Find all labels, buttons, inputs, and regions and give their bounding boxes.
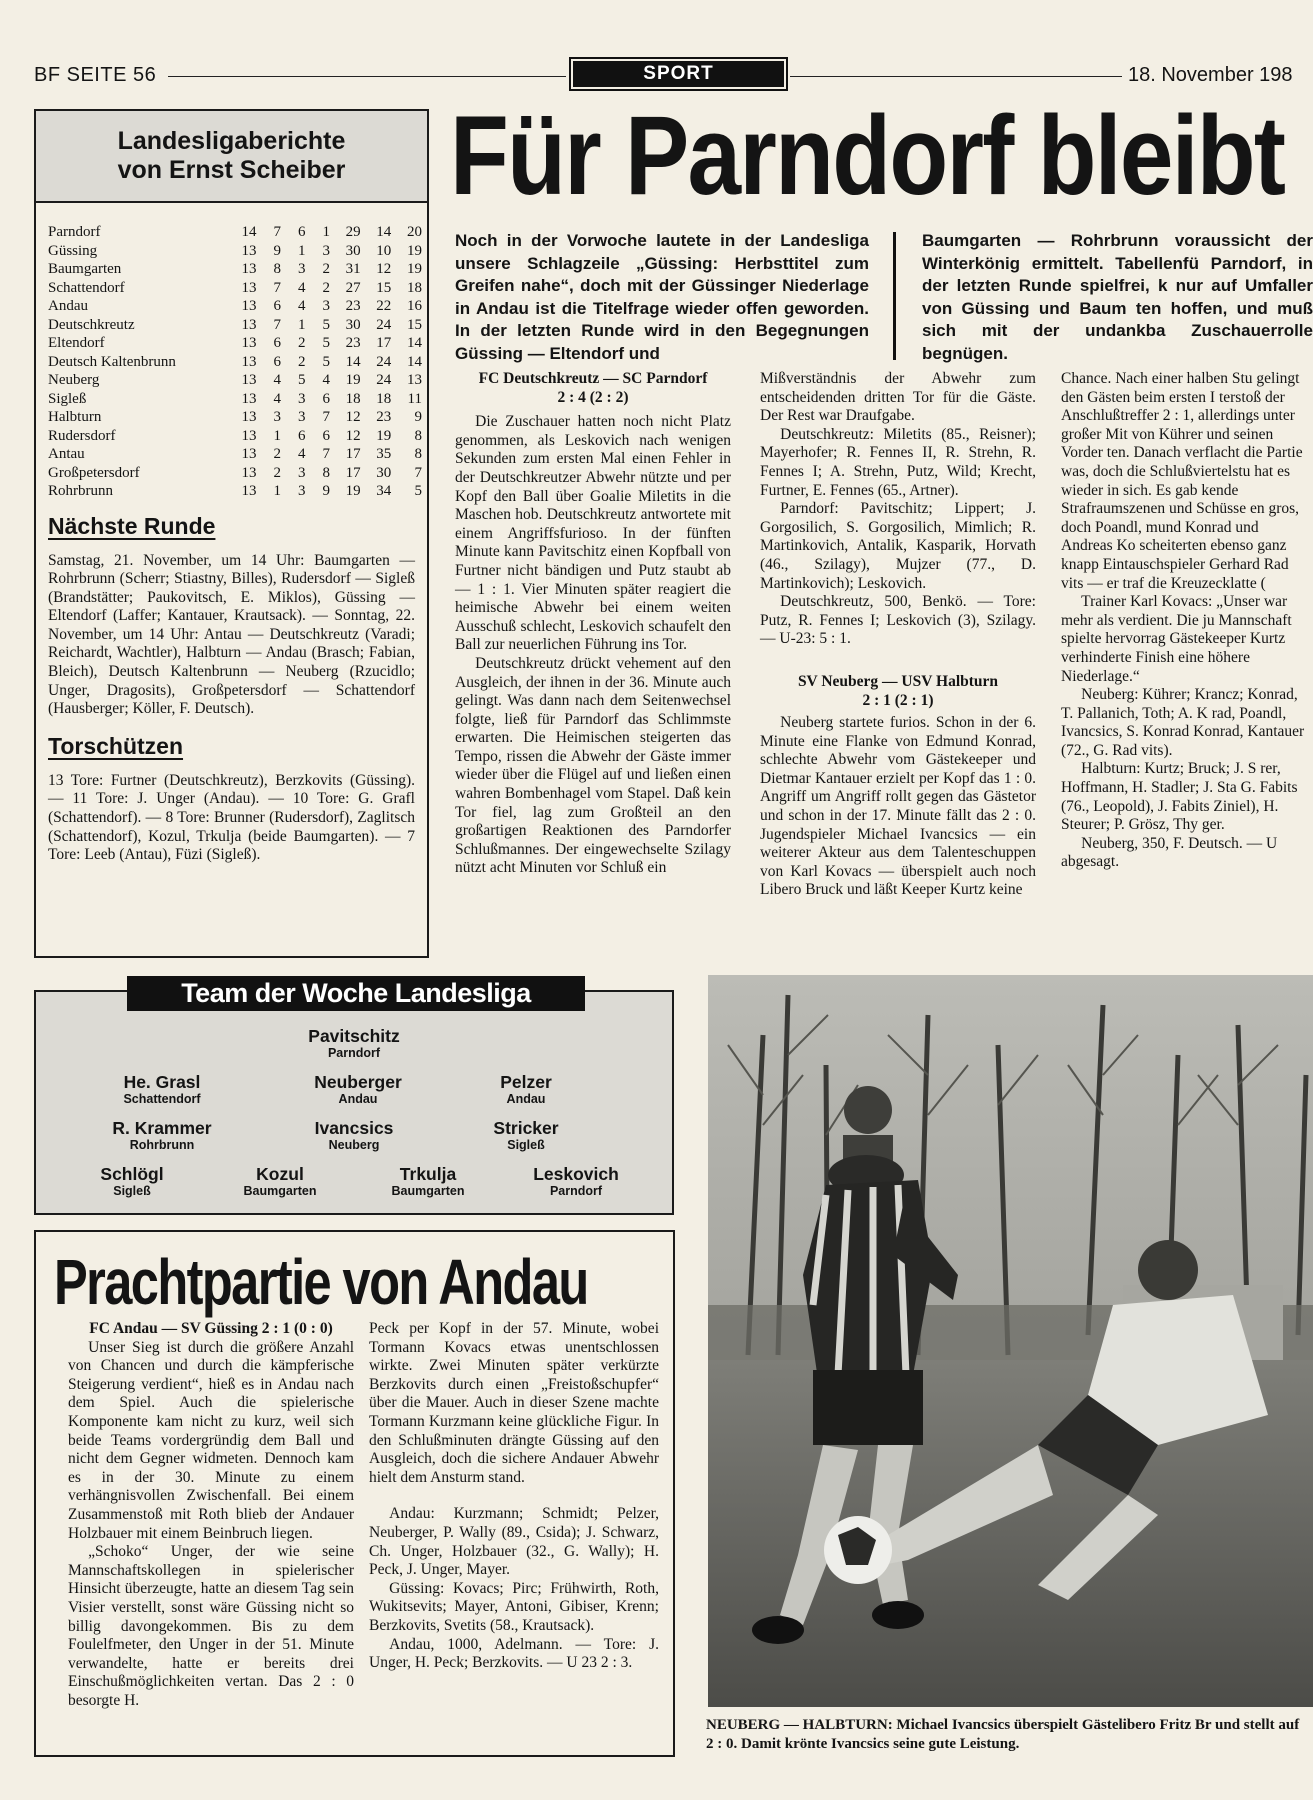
- andau-paragraph: Unser Sieg ist durch die größere Anzahl von Chancen und durch die kämpferische Steigerung verdient“, hieß es in Andau nach dem Spiel. Auch die spielerische Komponente kam nicht zu kurz, weil sich beide Teams vordergründig dem Ball und nicht dem Gegner widmeten. Dennoch kam es in der 30. Minute zu einem verhängnisvollen Zwischenfall. Bei einem Zusammenstoß mit Roth blieb der Andauer Holzbauer mit einem Beinbruch liegen.: [68, 1338, 354, 1542]
- table-row: [48, 371, 422, 390]
- match1-lineup-home: Deutschkreutz: Miletits (85., Reisner); Mayerhofer; R. Fennes II, R. Strehn, R. Fennes I; A. Strehn, Putz, Wild; Krecht, Furtner, E. Fennes (65., Artner).: [760, 425, 1036, 499]
- match2-paragraph: Chance. Nach einer halben Stu gelingt den Gästen beim ersten I terstoß der Anschlußtreffer 2 : 1, allerdings unter großer Mit von Kührer und seinen Vorder ten. Danach verflacht die Partie was, doch die Schlußviertelstu hat es wieder in sich. Es gab kende Strafraumszenen und Schüsse en gros, doch Poandl, mund Konrad und Andreas Ko scheiterten ebenso ganz knapp Eintauschspieler Gerhard Rad vits — er traf die Kreuzecklatte (: [1061, 370, 1303, 592]
- stat-cell: 8: [273, 261, 281, 277]
- stat-cell: 35: [376, 446, 392, 462]
- stat-cell: 19: [376, 427, 392, 444]
- stat-cell: 15: [376, 279, 392, 296]
- stat-cell: 27: [345, 279, 361, 296]
- table-row: [48, 316, 422, 335]
- stat-cell: 17: [345, 464, 361, 481]
- stat-cell: 13: [241, 242, 257, 259]
- stat-cell: 6: [322, 427, 330, 444]
- scorers-text: 13 Tore: Furtner (Deutschkreutz), Berzkovits (Güssing). — 11 Tore: J. Unger (Andau). — 10 Tore: G. Grafl (Schattendorf). — 8 Tore: Brunner (Rudersdorf), Zaglitsch (Schattendorf), Kozul, Trkulja (beide Baumgarten). — 7 Tore: Leeb (Antau), Füzi (Sigleß).: [48, 771, 415, 864]
- stat-cell: 3: [297, 261, 306, 277]
- table-row: [48, 353, 422, 372]
- team-name-cell: Sigleß: [48, 390, 87, 407]
- stat-cell: 8: [414, 427, 422, 444]
- league-table: [48, 223, 422, 501]
- team-name-cell: Deutschkreutz: [48, 316, 135, 333]
- team-of-week-panel: [34, 990, 674, 1215]
- stat-cell: 13: [241, 446, 257, 462]
- stat-cell: 4: [297, 298, 306, 314]
- stat-cell: 14: [407, 335, 422, 351]
- andau-summary: Andau, 1000, Adelmann. — Tore: J. Unger, H. Peck; Berzkovits. — U 23 2 : 3.: [369, 1635, 659, 1672]
- table-row: [48, 464, 422, 483]
- stat-cell: 24: [376, 316, 392, 333]
- table-row: [48, 445, 422, 464]
- stat-cell: 19: [407, 242, 422, 259]
- team-name-cell: Neuberg: [48, 372, 100, 388]
- match2-paragraph: Neuberg startete furios. Schon in der 6. Minute eine Flanke von Edmund Konrad, schlechte Abwehr vom Gästekeeper und Dietmar Kantauer erzielt per Kopf das 1 : 0. Angriff um Angriff rollt gegen das Gästetor und schon in der 17. Minute fällt das 2 : 0. Jugendspieler Michael Ivancsics — ein weiterer Akteur aus dem Talenteschuppen von Karl Kovacs — überspielt auch noch Libero Bruck und läßt Keeper Kurtz keine: [760, 714, 1036, 899]
- stat-cell: 3: [297, 409, 306, 425]
- next-round-text: Samstag, 21. November, um 14 Uhr: Baumgarten — Rohrbrunn (Scherr; Stiastny, Billes), Rudersdorf — Sigleß (Brandstätter; Paukovitsch, E. Miklos), Güssing — Eltendorf (Laffer; Kantauer, Krautsack). — Sonntag, 22. November, um 14 Uhr: Antau — Deutschkreutz (Varadi; Reichardt, Wachtler), Halbturn — Andau (Brasch; Fabian, Bleich), Deutsch Kaltenbrunn — Neuberg (Rzucidlo; Unger, Dragosits), Großpetersdorf — Schattendorf (Hausberger; Köller, F. Deutsch).: [48, 551, 415, 718]
- andau-column-b: [369, 1320, 659, 1673]
- stat-cell: 2: [322, 261, 330, 277]
- team-name-cell: Deutsch Kaltenbrunn: [48, 353, 176, 370]
- stat-cell: 13: [241, 483, 257, 499]
- stat-cell: 7: [322, 409, 330, 425]
- stat-cell: 13: [241, 335, 257, 351]
- match1-title: FC Deutschkreutz — SC Parndorf: [478, 370, 708, 387]
- stat-cell: 7: [414, 464, 422, 481]
- andau-headline-clip: [54, 1246, 694, 1318]
- stat-cell: 3: [297, 483, 306, 499]
- stat-cell: 1: [273, 427, 281, 444]
- lead-left: Noch in der Vorwoche lautete in der Landesliga unsere Schlagzeile „Güssing: Herbsttitel zum Greifen nahe“, doch mit der Güssinger Niederlage in Andau ist die Titelfrage wieder offen geworden. In der letzten Runde wird in den Begegnungen Güssing — Eltendorf und: [455, 231, 869, 363]
- match1-column-a: [455, 370, 731, 878]
- stat-cell: 13: [407, 372, 422, 388]
- stat-cell: 13: [241, 390, 257, 407]
- match-photo: [708, 975, 1313, 1707]
- match1-paragraph: Die Zuschauer hatten noch nicht Platz genommen, als Leskovich nach wenigen Sekunden zum ersten Mal einen Fehler in der Deutschkreutzer Abwehr nützte und per Kopf den Ball über Goalie Miletits in die Maschen hob. Deutschkreutz antwortete mit einem Angriffsfurioso. In der fünften Minute kann Pavitschitz einen Kopfball von Furtner nicht bändigen und Putz staubt ab — 1 : 1. Vier Minuten später reagiert die heimische Abwehr bei einem weiten Ausschuß schlecht, Leskovich schaufelt den Ball zur neuerlichen Führung ins Tor.: [455, 413, 731, 654]
- match2-score: 2 : 1 (2 : 1): [862, 691, 934, 709]
- team-name-cell: Großpetersdorf: [48, 464, 140, 481]
- team-name-cell: Schattendorf: [48, 279, 125, 296]
- stat-cell: 13: [241, 464, 257, 481]
- stat-cell: 3: [273, 409, 281, 425]
- team-of-week-title-bar: [127, 976, 585, 1011]
- stat-cell: 7: [322, 446, 330, 462]
- headline-clip: [450, 100, 1313, 215]
- stat-cell: 6: [322, 390, 330, 407]
- stat-cell: 5: [414, 483, 422, 499]
- team-of-week-title: Team der Woche Landesliga: [181, 978, 531, 1008]
- table-row: [48, 223, 422, 242]
- table-row: [48, 242, 422, 261]
- stat-cell: 6: [273, 335, 281, 351]
- issue-date: 18. November 198: [1128, 64, 1293, 86]
- stat-cell: 8: [322, 464, 330, 481]
- stat-cell: 6: [297, 224, 306, 240]
- standings-title-box: [36, 111, 427, 203]
- lead-right: Baumgarten — Rohrbrunn voraussicht der Winterkönig ermittelt. Tabellenfü Parndorf, in der letzten Runde spielfrei, k nur auf Umfaller von Güssing und Baum ten hoffen, und muß sich mit der undankba Zuschauerrolle begnügen.: [922, 231, 1313, 363]
- stat-cell: 9: [273, 242, 281, 259]
- next-round-heading: Nächste Runde: [48, 512, 216, 539]
- team-name-cell: Eltendorf: [48, 335, 105, 351]
- table-row: [48, 260, 422, 279]
- stat-cell: 24: [376, 353, 392, 370]
- stat-cell: 2: [273, 464, 281, 481]
- player-card: Kozul Baumgarten: [243, 1164, 317, 1198]
- stat-cell: 30: [345, 242, 361, 259]
- football-scene-illustration: [708, 975, 1313, 1707]
- andau-match-title: FC Andau — SV Güssing 2 : 1 (0 : 0): [89, 1320, 333, 1337]
- team-name-cell: Baumgarten: [48, 261, 122, 277]
- match1-paragraph: Mißverständnis der Abwehr zum entscheidenden dritten Tor für die Gäste. Der Rest war Draufgabe.: [760, 370, 1036, 425]
- stat-cell: 6: [273, 298, 281, 314]
- table-row: [48, 297, 422, 316]
- team-name-cell: Antau: [48, 446, 85, 462]
- stat-cell: 15: [407, 316, 422, 333]
- player-card: Trkulja Baumgarten: [391, 1164, 465, 1198]
- stat-cell: 13: [241, 316, 257, 333]
- stat-cell: 19: [345, 483, 361, 499]
- stat-cell: 34: [376, 483, 392, 499]
- stat-cell: 18: [376, 390, 392, 407]
- match2-lineup-away: Halbturn: Kurtz; Bruck; J. S rer, Hoffmann, H. Stadler; J. Sta G. Fabits (76., Leopold), J. Fabits Ziniel), H. Steurer; P. Grösz, Thy ger.: [1061, 760, 1298, 834]
- match2-summary: Neuberg, 350, F. Deutsch. — U abgesagt.: [1061, 834, 1278, 871]
- stat-cell: 2: [297, 353, 306, 370]
- stat-cell: 13: [241, 427, 257, 444]
- match2-title: SV Neuberg — USV Halbturn: [797, 672, 999, 690]
- player-card: Pavitschitz Parndorf: [308, 1026, 400, 1060]
- stat-cell: 24: [376, 372, 392, 388]
- stat-cell: 20: [407, 224, 422, 240]
- stat-cell: 30: [345, 316, 361, 333]
- player-card: R. Krammer Rohrbrunn: [112, 1118, 212, 1152]
- player-card: He. Grasl Schattendorf: [123, 1072, 201, 1106]
- stat-cell: 7: [273, 316, 281, 333]
- stat-cell: 11: [407, 390, 422, 407]
- standings-title-line2: von Ernst Scheiber: [117, 156, 346, 184]
- team-name-cell: Rudersdorf: [48, 427, 116, 444]
- player-card: Leskovich Parndorf: [533, 1164, 619, 1198]
- match1-score: 2 : 4 (2 : 2): [557, 388, 629, 406]
- stat-cell: 14: [345, 353, 361, 370]
- team-name-cell: Parndorf: [48, 224, 101, 240]
- lead-divider: [893, 232, 896, 360]
- stat-cell: 5: [322, 353, 330, 370]
- match2-column-b: [1061, 370, 1313, 872]
- stat-cell: 19: [345, 372, 361, 388]
- stat-cell: 23: [345, 335, 361, 351]
- player-card: Stricker Sigleß: [493, 1118, 559, 1152]
- team-name-cell: Rohrbrunn: [48, 483, 113, 499]
- andau-paragraph: Peck per Kopf in der 57. Minute, wobei Tormann Kovacs etwas unentschlossen wirkte. Zwei Minuten später verkürzte Berzkovits durch einen „Freistoßschupfer“ über die Mauer. Auch in dieser Szene machte Tormann Kurzmann keine glückliche Figur. In den Schlußminuten drängte Güssing auf den Ausgleich, doch die sichere Andauer Abwehr hielt dem Ansturm stand.: [369, 1320, 659, 1486]
- match2-quote: Trainer Karl Kovacs: „Unser war mehr als verdient. Die ju Mannschaft spielte hervorrag Gästekeeper Kurtz verhinderte Finish eine höhere Niederlage.“: [1061, 593, 1292, 685]
- andau-column-a: [68, 1320, 354, 1710]
- table-row: [48, 408, 422, 427]
- player-card: Schlögl Sigleß: [100, 1164, 164, 1198]
- page-number: BF SEITE 56: [34, 64, 157, 86]
- table-row: [48, 427, 422, 446]
- stat-cell: 9: [322, 483, 330, 499]
- masthead-rule-left: [168, 76, 566, 77]
- stat-cell: 5: [322, 316, 330, 333]
- table-row: [48, 390, 422, 409]
- stat-cell: 23: [345, 298, 361, 314]
- stat-cell: 3: [297, 464, 306, 481]
- stat-cell: 12: [345, 427, 361, 444]
- stat-cell: 10: [376, 242, 392, 259]
- stat-cell: 7: [273, 224, 281, 240]
- stat-cell: 4: [297, 279, 306, 296]
- stat-cell: 4: [322, 372, 330, 388]
- section-badge: [569, 57, 788, 91]
- stat-cell: 13: [241, 279, 257, 296]
- team-name-cell: Andau: [48, 298, 88, 314]
- standings-panel: [34, 109, 429, 958]
- stat-cell: 7: [273, 279, 281, 296]
- stat-cell: 19: [407, 261, 422, 277]
- stat-cell: 17: [345, 446, 361, 462]
- stat-cell: 4: [273, 390, 281, 407]
- stat-cell: 1: [273, 483, 281, 499]
- stat-cell: 5: [322, 335, 330, 351]
- stat-cell: 2: [322, 279, 330, 296]
- match1-column-b: [760, 370, 1036, 900]
- player-card: Pelzer Andau: [500, 1072, 552, 1106]
- andau-lineup-home: Andau: Kurzmann; Schmidt; Pelzer, Neuberger, P. Wally (89., Csida); J. Schwarz, Ch. Unger, Holzbauer (32., G. Wally); H. Peck, J. Unger, Mayer.: [369, 1505, 659, 1579]
- stat-cell: 23: [376, 409, 392, 425]
- stat-cell: 14: [241, 224, 257, 240]
- stat-cell: 13: [241, 353, 257, 370]
- standings-title-line1: Landesligaberichte: [117, 127, 346, 155]
- andau-headline: Prachtpartie von Andau: [54, 1246, 588, 1318]
- stat-cell: 22: [376, 298, 392, 314]
- stat-cell: 3: [297, 390, 306, 407]
- table-row: [48, 334, 422, 353]
- stat-cell: 6: [273, 353, 281, 370]
- stat-cell: 5: [297, 372, 306, 388]
- stat-cell: 1: [322, 224, 330, 240]
- match1-lineup-away: Parndorf: Pavitschitz; Lippert; J. Gorgosilich, S. Gorgosilich, Mimlich; R. Martinkovich, Antalik, Kasparik, Horvath (46., Szilagy), Mujzer (77., D. Martinkovich); Leskovich.: [760, 500, 1036, 592]
- stat-cell: 1: [297, 242, 306, 259]
- stat-cell: 6: [297, 427, 306, 444]
- match1-summary: Deutschkreutz, 500, Benkö. — Tore: Putz, R. Fennes I; Leskovich (3), Szilagy. — U-23: 5 : 1.: [760, 593, 1036, 648]
- match2-lineup-home: Neuberg: Kührer; Krancz; Konrad, T. Pallanich, Toth; A. K rad, Poandl, Ivancsics, S. Konrad Konrad, Kantauer (72., G. Rad vits).: [1061, 686, 1305, 759]
- stat-cell: 16: [407, 298, 422, 314]
- stat-cell: 13: [241, 298, 257, 314]
- stat-cell: 4: [273, 372, 281, 388]
- stat-cell: 30: [376, 464, 392, 481]
- stat-cell: 13: [241, 261, 257, 277]
- stat-cell: 17: [376, 335, 392, 351]
- andau-paragraph: „Schoko“ Unger, der wie seine Mannschaftskollegen in spielerischer Hinsicht überzeugte, hatte an diesem Tag sein Visier verstellt, sonst wäre Güssing nicht so billig davongekommen. Bis zu dem Foulelfmeter, den Unger in der 51. Minute verwandelte, hatte er bereits drei Einschußmöglichkeiten vertan. Das 2 : 0 besorgte H.: [68, 1543, 354, 1709]
- team-name-cell: Halbturn: [48, 409, 102, 425]
- stat-cell: 14: [376, 224, 392, 240]
- team-name-cell: Güssing: [48, 242, 98, 259]
- stat-cell: 13: [241, 372, 257, 388]
- photo-caption: NEUBERG — HALBTURN: Michael Ivancsics überspielt Gästelibero Fritz Br und stellt auf 2 : 0. Damit krönte Ivancsics seine gute Leistung.: [706, 1717, 1300, 1752]
- andau-lineup-away: Güssing: Kovacs; Pirc; Frühwirth, Roth, Wukitsevits; Mayer, Antoni, Gibiser, Krenn; Berzkovits, Svetits (58., Krautsack).: [369, 1579, 659, 1634]
- stat-cell: 9: [414, 409, 422, 425]
- stat-cell: 3: [322, 242, 330, 259]
- stat-cell: 13: [241, 409, 257, 425]
- stat-cell: 18: [407, 279, 422, 296]
- stat-cell: 29: [345, 224, 361, 240]
- match1-paragraph: Deutschkreutz drückt vehement auf den Ausgleich, der ihnen in der 36. Minute auch gelingt. Was dann nach dem Seitenwechsel folgte, ließ für Parndorf das Schlimmste erwarten. Die Heimischen steigerten das Tempo, rissen die Abwehr der Gäste immer wieder über die Flügel auf und ließen einen wahren Bombenhagel vom Stapel. Daß kein Tor fiel, lag zum Großteil an den großartigen Reaktionen des Parndorfer Schlußmannes. Der eingewechselte Szilagy nützt acht Minuten vor Schluß ein: [455, 654, 731, 877]
- andau-article-panel: [34, 1230, 675, 1757]
- stat-cell: 18: [345, 390, 361, 407]
- stat-cell: 12: [345, 409, 361, 425]
- stat-cell: 4: [297, 446, 306, 462]
- stat-cell: 14: [407, 353, 422, 370]
- table-row: [48, 279, 422, 298]
- player-card: Ivancsics Neuberg: [314, 1118, 394, 1152]
- section-label: SPORT: [573, 61, 784, 87]
- stat-cell: 31: [345, 261, 361, 277]
- table-row: [48, 482, 422, 501]
- stat-cell: 2: [273, 446, 281, 462]
- stat-cell: 12: [376, 261, 392, 277]
- stat-cell: 3: [322, 298, 330, 314]
- stat-cell: 1: [297, 316, 306, 333]
- stat-cell: 8: [414, 446, 422, 462]
- player-card: Neuberger Andau: [314, 1072, 402, 1106]
- stat-cell: 2: [297, 335, 306, 351]
- masthead-rule-right: [790, 76, 1122, 77]
- scorers-heading: Torschützen: [48, 732, 184, 759]
- main-headline: Für Parndorf bleibt: [450, 100, 1285, 215]
